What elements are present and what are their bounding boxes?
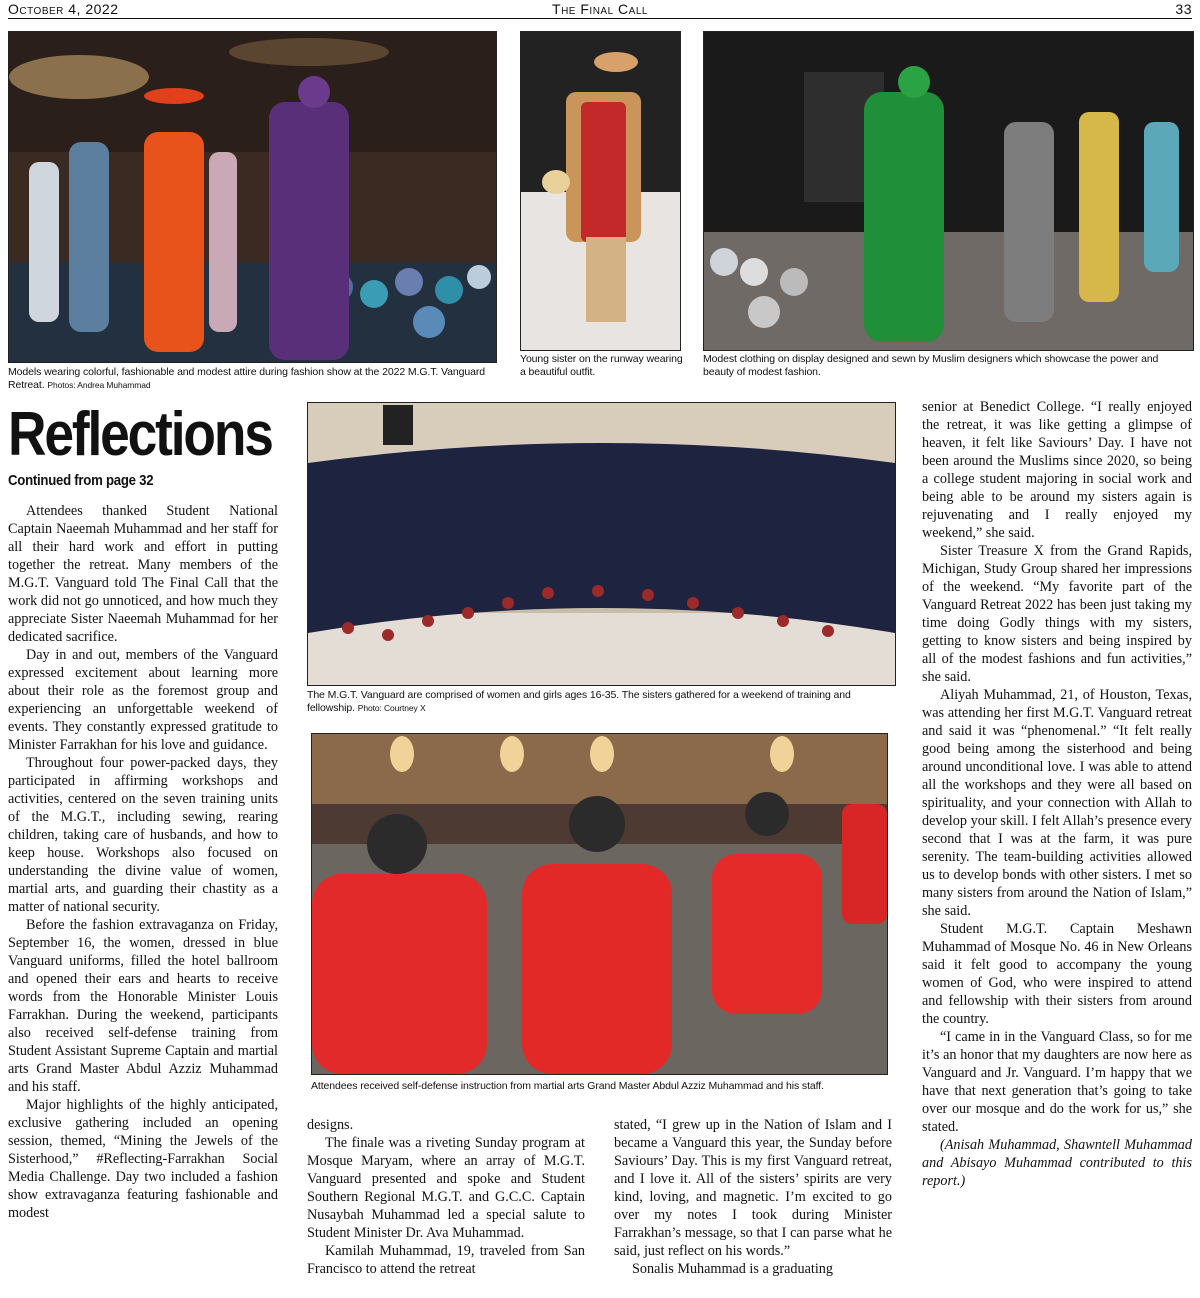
modest-clothing-photo xyxy=(703,31,1194,351)
page-header xyxy=(8,0,1192,19)
young-sister-caption: Young sister on the runway wearing a beautiful outfit. xyxy=(520,353,683,378)
paragraph: stated, “I grew up in the Nation of Islam and I became a Vanguard this year, the Sunday before Saviours’ Day. This is my first Vanguard retreat, and I love it. All of the sisters’ spirits are very kind, loving, and magnetic. I’m excited to go over my notes I took during Minister Farrakhan’s message, so that I can parse what he said, just reflect on his words.” xyxy=(614,1117,892,1259)
paragraph: Student M.G.T. Captain Meshawn Muhammad of Mosque No. 46 in New Orleans said it felt good to accompany the young women of God, who were inspired to attend and fellowship with their sisters from around the country. xyxy=(922,921,1192,1027)
paragraph: Aliyah Muhammad, 21, of Houston, Texas, was attending her first M.G.T. Vanguard retreat and said it was “phenomenal.” “It felt really good being among the sisterhood and being around unconditional love. I was able to attend all the workshops and they were all based on spirituality, and your connection with Allah to develop your skill. I felt Allah’s presence every second that I was at the farm, it was pure serenity. The team-building activities allowed us to develop bonds with other sisters. I met so many sisters from around the Nation of Islam,” she said. xyxy=(922,687,1192,919)
headline: Reflections xyxy=(8,400,272,469)
fashion-show-caption: Models wearing colorful, fashionable and modest attire during fashion show at the 2022 M.G.T. Vanguard Retreat. Photos: Andrea Muhammad xyxy=(8,366,485,391)
article-column-4 xyxy=(922,398,1192,1288)
article-column-1 xyxy=(8,502,278,1294)
article-column-2 xyxy=(307,1116,585,1296)
fashion-show-photo xyxy=(8,31,497,363)
paragraph: Before the fashion extravaganza on Friday, September 16, the women, dressed in blue Vanguard uniforms, filled the hotel ballroom and opened their ears and hearts to receive words from the Honorable Minister Louis Farrakhan. During the weekend, participants also received self-defense training from Student Assistant Supreme Captain and martial arts Grand Master Abdul Azziz Muhammad and his staff. xyxy=(8,917,278,1095)
article-column-3 xyxy=(614,1116,892,1296)
modest-clothing-caption: Modest clothing on display designed and sewn by Muslim designers which showcase the power and beauty of modest fashion. xyxy=(703,353,1159,378)
paragraph: Sister Treasure X from the Grand Rapids, Michigan, Study Group shared her impressions of the weekend. “My favorite part of the Vanguard Retreat 2022 has been just taking my time doing Godly things with my sisters, getting to know sisters and being inspired by all of the modest fashions and fun activities,” she said. xyxy=(922,543,1192,685)
vanguard-group-photo xyxy=(307,402,896,686)
paragraph: Major highlights of the highly anticipated, exclusive gathering included an opening session, themed, “Mining the Jewels of the Sisterhood,” #Reflecting-Farrakhan Social Media Challenge. Day two included a fashion show extravaganza featuring fashionable and modest xyxy=(8,1097,278,1221)
young-sister-photo xyxy=(520,31,681,351)
page-number: 33 xyxy=(1175,1,1192,17)
paragraph: senior at Benedict College. “I really enjoyed the retreat, it was like getting a glimpse of heaven, it felt like Saviours’ Day. I have not been around the Muslims since 2020, so being a college student majoring in social work and being able to be around my sisters again is rejuvenating and I really enjoyed my weekend,” she said. xyxy=(922,399,1192,541)
contributors-note: (Anisah Muhammad, Shawntell Muhammad and Abisayo Muhammad contributed to this report.) xyxy=(922,1137,1192,1189)
paragraph: Attendees thanked Student National Captain Naeemah Muhammad and her staff for all their hard work and effort in putting together the retreat. Many members of the M.G.T. Vanguard told The Final Call that the work did not go unnoticed, and how much they appreciate Sister Naeemah Muhammad for her dedicated sacrifice. xyxy=(8,503,278,645)
paragraph: Throughout four power-packed days, they participated in affirming workshops and activities, centered on the seven training units of the M.G.T., including sewing, rearing children, taking care of husbands, and how to keep house. Workshops also focused on understanding the divine value of women, martial arts, and guarding their chastity as a matter of national security. xyxy=(8,755,278,915)
paragraph: Kamilah Muhammad, 19, traveled from San Francisco to attend the retreat xyxy=(307,1243,585,1277)
self-defense-photo xyxy=(311,733,888,1075)
paragraph: designs. xyxy=(307,1117,354,1133)
continued-from-link[interactable]: Continued from page 32 xyxy=(8,472,154,489)
paragraph: The finale was a riveting Sunday program at Mosque Maryam, where an array of M.G.T. Vanguard presented and spoke and Student Southern Regional M.G.T. and G.C.C. Captain Nusaybah Muhammad led a special salute to Student Minister Dr. Ava Muhammad. xyxy=(307,1135,585,1241)
paragraph: Day in and out, members of the Vanguard expressed excitement about learning more about their role as the foremost group and experiencing an unforgettable weekend of events. They constantly expressed gratitude to Minister Farrakhan for his love and guidance. xyxy=(8,647,278,753)
self-defense-caption: Attendees received self-defense instruction from martial arts Grand Master Abdul Azziz Muhammad and his staff. xyxy=(311,1080,824,1092)
paragraph: “I came in in the Vanguard Class, so for me it’s an honor that my daughters are now here as Vanguard and Jr. Vanguard. I’m happy that we have that next generation that’s going to take over our mosque and do the work for us,” she stated. xyxy=(922,1029,1192,1135)
issue-date: October 4, 2022 xyxy=(8,1,119,17)
vanguard-group-caption: The M.G.T. Vanguard are comprised of women and girls ages 16-35. The sisters gathered for a weekend of training and fellowship. Photo: Courtney X xyxy=(307,689,851,714)
paragraph: Sonalis Muhammad is a graduating xyxy=(632,1261,833,1277)
publication-name: The Final Call xyxy=(552,1,648,17)
